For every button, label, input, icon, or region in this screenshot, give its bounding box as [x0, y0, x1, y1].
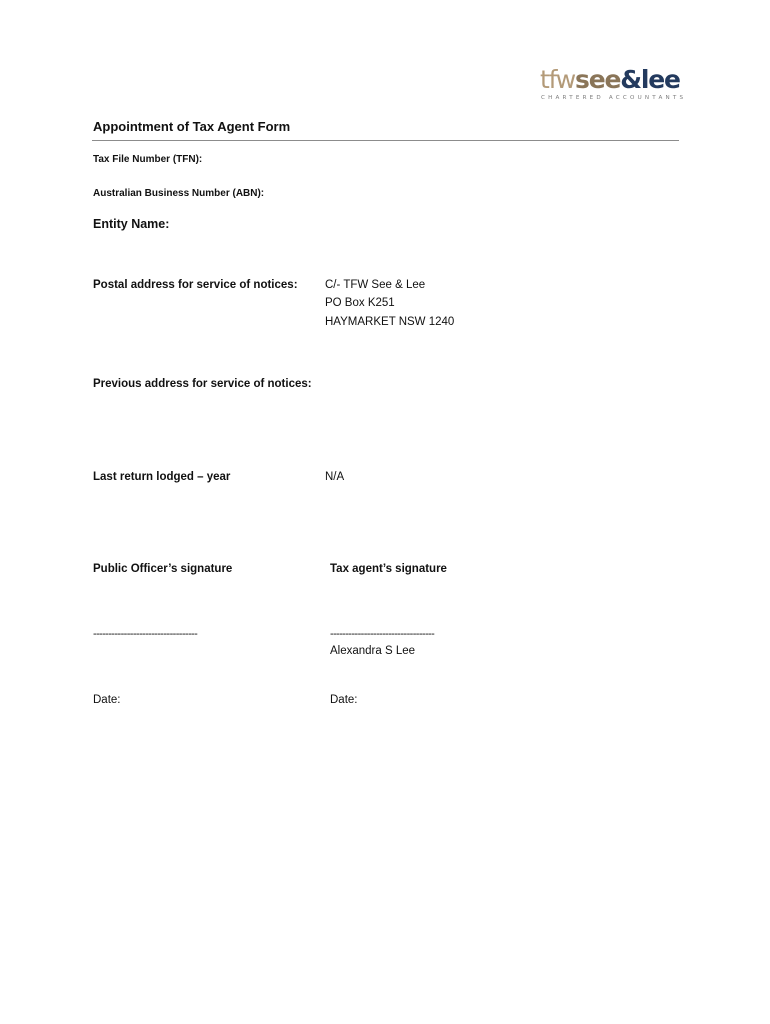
- tfn-label: Tax File Number (TFN):: [93, 154, 203, 165]
- postal-address-line-3: HAYMARKET NSW 1240: [325, 316, 455, 328]
- tax-agent-signature-line: ----------------------------------: [330, 628, 435, 640]
- last-return-label: Last return lodged – year: [93, 471, 231, 483]
- tax-agent-date-label: Date:: [330, 694, 358, 706]
- logo-part-tfw: tfw: [540, 65, 576, 94]
- logo-part-see: see: [575, 65, 621, 94]
- title-divider: [92, 140, 679, 141]
- previous-address-label: Previous address for service of notices:: [93, 378, 312, 390]
- public-officer-date-label: Date:: [93, 694, 121, 706]
- abn-label: Australian Business Number (ABN):: [93, 188, 265, 199]
- postal-address-label: Postal address for service of notices:: [93, 279, 298, 291]
- logo-wordmark: [540, 66, 680, 94]
- public-officer-signature-line: ----------------------------------: [93, 628, 198, 640]
- logo-part-lee: &lee: [620, 65, 680, 94]
- entity-name-label: Entity Name:: [93, 217, 170, 231]
- public-officer-signature-label: Public Officer’s signature: [93, 563, 233, 575]
- form-title: Appointment of Tax Agent Form: [93, 119, 291, 134]
- postal-address-line-1: C/- TFW See & Lee: [325, 279, 426, 291]
- last-return-value: N/A: [325, 471, 345, 483]
- company-logo: [540, 65, 687, 101]
- tax-agent-name: Alexandra S Lee: [330, 645, 416, 657]
- tax-agent-signature-label: Tax agent’s signature: [330, 563, 447, 575]
- logo-subtitle: CHARTERED ACCOUNTANTS: [541, 95, 687, 101]
- postal-address-line-2: PO Box K251: [325, 297, 395, 309]
